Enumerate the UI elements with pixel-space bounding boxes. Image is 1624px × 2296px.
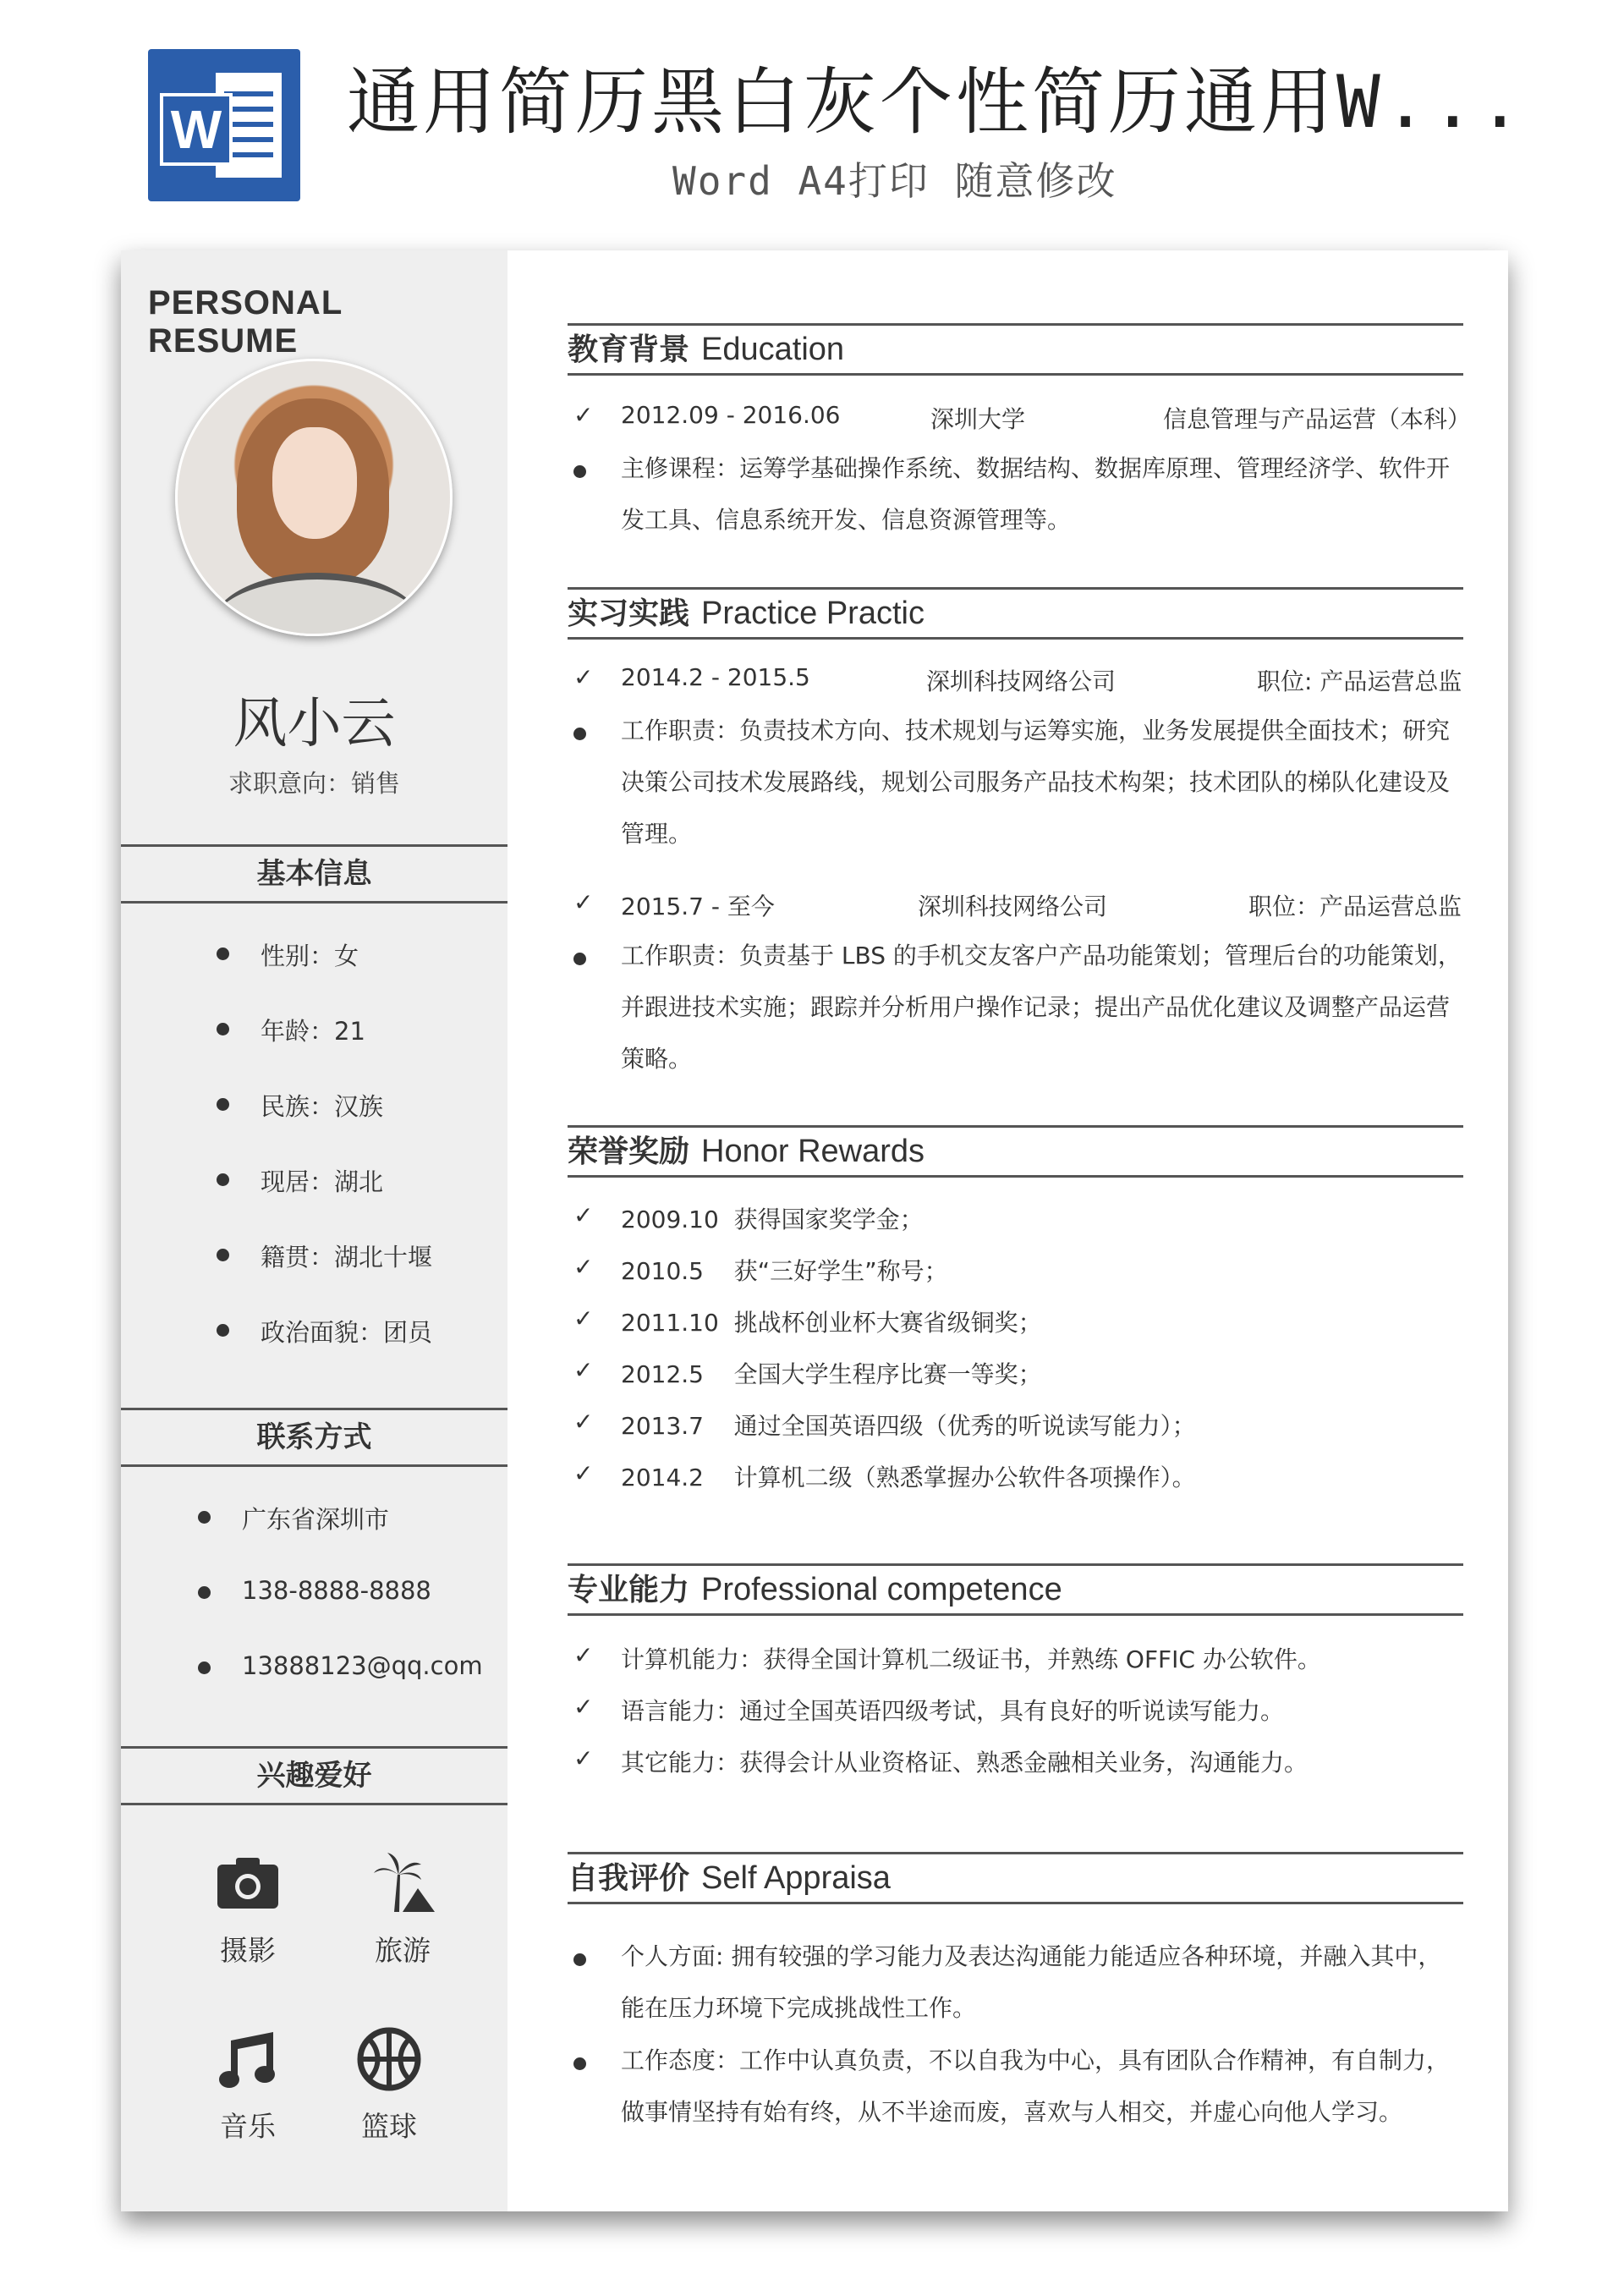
practice-job-1-duties: 工作职责：负责技术方向、技术规划与运筹实施，业务发展提供全面技术；研究 决策公司技术发展路线，规划公司服务产品技术构架；技术团队的梯队化建设及 管理。 <box>621 717 1451 848</box>
list-item: 政治面貌：团员 <box>217 1314 432 1348</box>
check-icon: ✓ <box>573 1305 594 1332</box>
skills-heading: 专业能力 Professional competence <box>568 1563 1463 1616</box>
check-icon: ✓ <box>573 1408 594 1436</box>
sidebar <box>121 250 508 2211</box>
check-icon: ✓ <box>573 1201 594 1229</box>
check-icon: ✓ <box>573 1356 594 1384</box>
contact-heading: 联系方式 <box>121 1408 508 1467</box>
bullet <box>573 465 586 478</box>
self-appraisal-attitude: 工作态度：工作中认真负责，不以自我为中心，具有团队合作精神，有自制力， 做事情坚持有始有终，从不半途而废，喜欢与人相交，并虚心向他人学习。 <box>621 2046 1451 2126</box>
practice-heading: 实习实践 Practice Practic <box>568 587 1463 640</box>
list-item: 性别：女 <box>217 937 359 972</box>
banner <box>0 0 1624 228</box>
basketball-icon <box>355 2025 423 2093</box>
list-item: 籍贯：湖北十堰 <box>217 1239 432 1273</box>
education-heading: 教育背景 Education <box>568 323 1463 376</box>
contact-email: 13888123@qq.com <box>198 1651 483 1680</box>
music-icon <box>214 2025 282 2093</box>
check-icon: ✓ <box>573 1693 594 1721</box>
banner-title: 通用简历黑白灰个性简历通用W... <box>347 60 1526 145</box>
word-icon <box>148 49 300 201</box>
camera-icon <box>214 1849 282 1917</box>
resume-sheet <box>121 250 1508 2211</box>
resume-label: PERSONAL RESUME <box>148 284 343 360</box>
candidate-name: 风小云 <box>233 693 396 755</box>
hobby-music: 音乐 <box>189 2025 307 2145</box>
job-intent: 求职意向：销售 <box>228 769 400 798</box>
check-icon: ✓ <box>573 1253 594 1281</box>
hobby-photography: 摄影 <box>189 1849 307 1969</box>
contact-address: 广东省深圳市 <box>198 1501 389 1535</box>
hobby-travel: 旅游 <box>343 1849 462 1969</box>
check-icon: ✓ <box>573 1641 594 1669</box>
travel-icon <box>369 1849 436 1917</box>
list-item: 年龄：21 <box>217 1013 365 1047</box>
banner-subtitle: Word A4打印 随意修改 <box>672 158 1117 204</box>
practice-job-2-duties: 工作职责：负责基于 LBS 的手机交友客户产品功能策划；管理后台的功能策划， 并跟进技术实施；跟踪并分析用户操作记录；提出产品优化建议及调整产品运营 策略。 <box>621 942 1462 1073</box>
bullet <box>573 2057 586 2070</box>
bullet <box>573 728 586 740</box>
check-icon: ✓ <box>573 888 594 916</box>
check-icon: ✓ <box>573 401 594 429</box>
hobby-basketball: 篮球 <box>330 2025 448 2145</box>
check-icon: ✓ <box>573 1744 594 1772</box>
basic-info-heading: 基本信息 <box>121 844 508 904</box>
check-icon: ✓ <box>573 1459 594 1487</box>
bullet <box>573 1953 586 1966</box>
education-courses-text: 主修课程：运筹学基础操作系统、数据结构、数据库原理、管理经济学、软件开 发工具、信息系统开发、信息资源管理等。 <box>621 454 1451 534</box>
profile-photo <box>175 359 453 636</box>
main-content: 教育背景 Education ✓ 2012.09 - 2016.06 深圳大学 信息管理与产品运营（本科） 主修课程：运筹学基础操作系统、数据结构、数据库原理、管理经济学、软件开 发工具、信息系统开发、信息资源管理等。 实习实践 Practice Practic ✓ 2014.2 - 2015.5 深圳科技网络公司 职位: 产品运营总监 工作职责：负责技术方向、技术规划与运筹实施，业务发展提供全面技术；研究 决策公司技术发展路线，规划公司服务产品技术构架；技术团队的梯队化建设及 管理。 ✓ 2015.7 - 至今 深圳科技网络公司 职位：产品运营总监 工作职责：负责基于 LBS 的手机交友客户产品功能策划；管理后台的功能策划， 并跟进技术实施；跟踪并分析用户操作记录；提出产品优化建议及调整产品运营 策略。 荣誉奖励 Honor Rewards ✓ 2009.10 获得国家奖学金； ✓ 2010.5 获“三好学生”称号； ✓ 2011.10 挑战杯创业杯大赛省级铜奖； ✓ 2012.5 全国大学生程序比赛一等奖； ✓ 2013.7 通过全国英语四级（优秀的听说读写能力）； ✓ 2014.2 计算机二级（熟悉掌握办公软件各项操作）。 专业能力 Professional competence ✓ 计算机能力：获得全国计算机二级证书，并熟练 OFFIC 办公软件。 ✓ 语言能力：通过全国英语四级考试，具有良好的听说读写能力。 ✓ 其它能力：获得会计从业资格证、熟悉金融相关业务，沟通能力。 自我评价 Self Appraisa 个人方面: 拥有较强的学习能力及表达沟通能力能适应各种环境，并融入其中， 能在压力环境下完成挑战性工作。 工作态度：工作中认真负责，不以自我为中心，具有团队合作精神，有自制力， 做事情坚持有始有终，从不半途而废，喜欢与人相交，并虚心向他人学习。 <box>508 250 1508 2211</box>
bullet <box>573 953 586 965</box>
contact-phone: 138-8888-8888 <box>198 1576 431 1605</box>
check-icon: ✓ <box>573 663 594 691</box>
word-icon-letter: W <box>160 93 233 166</box>
list-item: 现居：湖北 <box>217 1163 383 1198</box>
list-item: 民族：汉族 <box>217 1088 383 1123</box>
self-appraisal-heading: 自我评价 Self Appraisa <box>568 1852 1463 1904</box>
hobbies-heading: 兴趣爱好 <box>121 1746 508 1805</box>
honors-heading: 荣誉奖励 Honor Rewards <box>568 1125 1463 1178</box>
self-appraisal-personal: 个人方面: 拥有较强的学习能力及表达沟通能力能适应各种环境，并融入其中， 能在压力环境下完成挑战性工作。 <box>621 1942 1442 2022</box>
